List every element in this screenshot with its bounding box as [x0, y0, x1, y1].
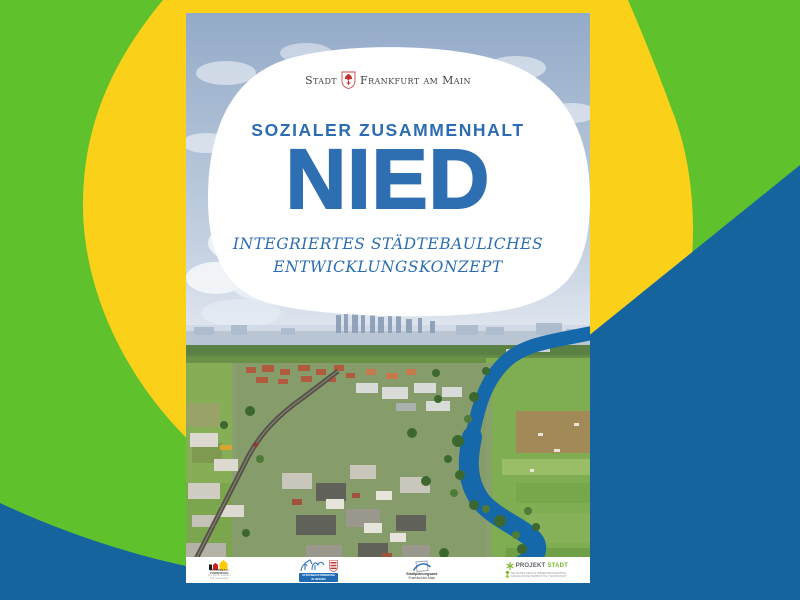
subtitle: [186, 233, 590, 280]
staedtebaufoerderung-logo: [208, 560, 231, 580]
projektstadt-tagline-2: NASSAUISCHE HEIMSTÄTTE | WOHNSTADT: [510, 574, 567, 578]
citylogo-rest: Frankfurt am Main: [360, 73, 471, 87]
citylogo-stadt: Stadt: [305, 73, 338, 87]
hessen-logo: [299, 558, 338, 581]
projektstadt-tagline-1: DIE MARKE DER UNTERNEHMENSGRUPPE: [510, 571, 566, 575]
stadtplanungsamt-text-1: Stadtplanungsamt: [406, 571, 438, 576]
projektstadt-star-icon: [506, 562, 514, 570]
stadtplanungsamt-logo: [406, 560, 437, 580]
frankfurt-crest-icon: [341, 71, 356, 89]
subtitle-line-1: INTEGRIERTES STÄDTEBAULICHES: [232, 235, 544, 253]
staedtebaufoerderung-caption-2: FÖRDERUNG: [210, 571, 229, 575]
logo-bar: [186, 557, 590, 583]
projektstadt-diamond-icons: [506, 571, 509, 578]
staedtebaufoerderung-caption-4: und Gemeinden: [209, 577, 229, 580]
hessen-skyline-doodle-icon: [299, 558, 327, 572]
staedtebaufoerderung-caption-3: von Bund, Ländern: [208, 575, 231, 578]
document-cover: [186, 13, 590, 583]
hessen-lion-crest-icon: [329, 560, 338, 572]
subtitle-line-2: ENTWICKLUNGSKONZEPT: [273, 258, 503, 277]
stadtplanungsamt-icon: [413, 560, 431, 573]
staedtebaufoerderung-caption-1: STÄDTEBAU-: [209, 568, 229, 572]
train: [254, 443, 258, 447]
hessen-banner-line-1: STÄDTEBAUFÖRDERUNG: [302, 574, 335, 578]
aerial-photo: [186, 13, 590, 583]
projektstadt-logo: [506, 562, 568, 578]
kicker-title: SOZIALER ZUSAMMENHALT: [251, 120, 525, 140]
stadtplanungsamt-text-2: Frankfurt am Main: [408, 575, 436, 580]
hessen-banner-line-2: IN HESSEN: [311, 577, 326, 581]
main-title: NIED: [285, 132, 491, 226]
hessen-banner: [299, 573, 338, 581]
stadt-frankfurt-logo: [186, 71, 590, 89]
projektstadt-brand-green: STADT: [547, 563, 568, 569]
projektstadt-brand-dark: PROJEKT: [515, 563, 546, 569]
